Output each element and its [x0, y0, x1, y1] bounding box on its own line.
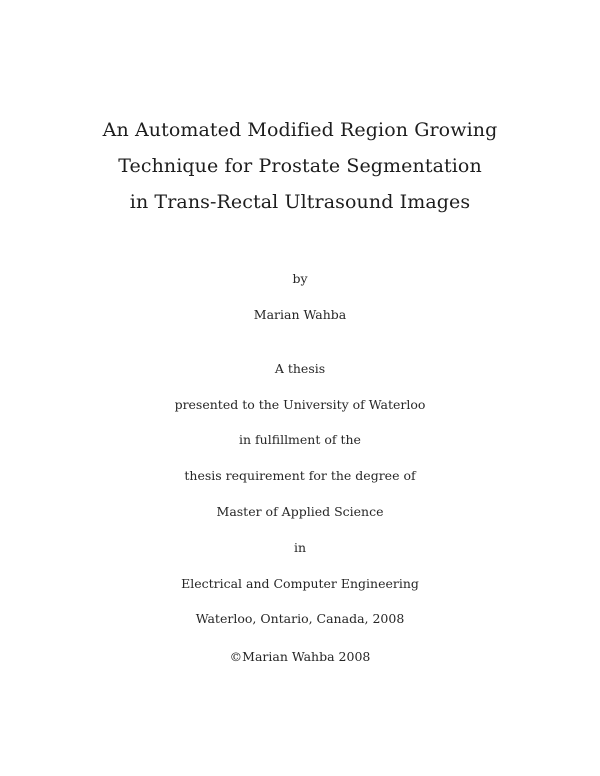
copyright-notice: ©Marian Wahba 2008	[229, 649, 371, 664]
location-year: Waterloo, Ontario, Canada, 2008	[195, 611, 405, 626]
author-name: Marian Wahba	[253, 307, 347, 322]
thesis-title-line-3: in Trans-Rectal Ultrasound Images	[129, 191, 471, 213]
presented-to-line: presented to the University of Waterloo	[174, 397, 426, 412]
by-label: by	[292, 271, 308, 286]
requirement-line: thesis requirement for the degree of	[184, 468, 416, 483]
department-name: Electrical and Computer Engineering	[181, 576, 419, 591]
thesis-title-line-1: An Automated Modified Region Growing	[102, 119, 498, 141]
fulfillment-line: in fulfillment of the	[239, 432, 361, 447]
degree-name: Master of Applied Science	[216, 504, 384, 519]
thesis-title-line-2: Technique for Prostate Segmentation	[118, 155, 482, 177]
thesis-label: A thesis	[274, 361, 326, 376]
in-label: in	[293, 540, 307, 555]
